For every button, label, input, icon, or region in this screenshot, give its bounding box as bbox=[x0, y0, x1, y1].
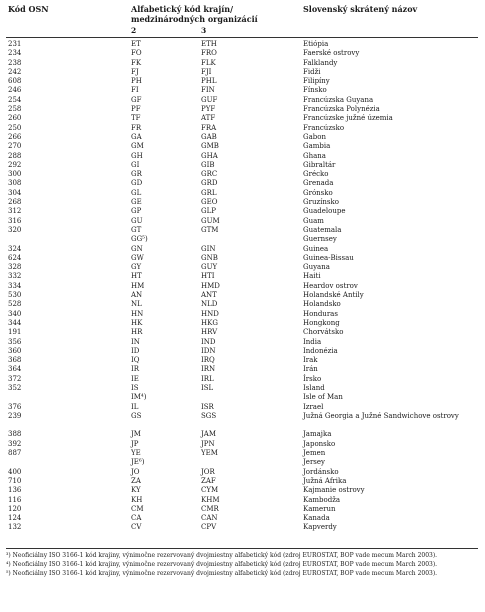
alpha3-cell: GIN bbox=[201, 244, 216, 253]
osn-code-cell: 238 bbox=[8, 58, 22, 67]
table-row bbox=[0, 384, 485, 393]
alpha3-cell: CAN bbox=[201, 514, 218, 523]
alpha3-cell: IRN bbox=[201, 365, 216, 374]
country-name-cell: Isle of Man bbox=[303, 393, 343, 402]
table-row bbox=[0, 300, 485, 309]
alpha2-cell: HT bbox=[131, 272, 142, 281]
country-name-cell: Grónsko bbox=[303, 188, 333, 197]
alpha3-cell: PYF bbox=[201, 105, 216, 114]
table-row bbox=[0, 486, 485, 495]
table-row bbox=[0, 403, 485, 412]
alpha3-cell: FLK bbox=[201, 58, 216, 67]
alpha3-cell: JAM bbox=[201, 430, 217, 439]
alpha3-cell: NLD bbox=[201, 300, 218, 309]
table-row bbox=[0, 440, 485, 449]
alpha3-cell: GAB bbox=[201, 132, 217, 141]
osn-code-cell: 608 bbox=[8, 77, 22, 86]
table-row bbox=[0, 347, 485, 356]
country-name-cell: Fidži bbox=[303, 67, 321, 76]
table-row bbox=[0, 523, 485, 532]
osn-code-cell: 288 bbox=[8, 151, 22, 160]
table-row bbox=[0, 412, 485, 431]
alpha2-cell: FK bbox=[131, 58, 142, 67]
country-name-cell: Filipíny bbox=[303, 77, 330, 86]
osn-code-cell: 234 bbox=[8, 49, 22, 58]
table-row bbox=[0, 161, 485, 170]
country-name-cell: Guam bbox=[303, 216, 324, 225]
alpha2-cell: FJ bbox=[131, 67, 139, 76]
alpha3-cell: GEO bbox=[201, 198, 218, 207]
footnote: ⁵) Neoficiálny ISO 3166-1 kód krajiny, výnimočne rezervovaný dvojmiestny alfabetický kód (zdroj EUROSTAT, BOP vade mecum March 2003). bbox=[6, 569, 438, 577]
country-name-cell: Guinea-Bissau bbox=[303, 253, 354, 262]
country-name-cell: Fínsko bbox=[303, 86, 327, 95]
alpha2-cell: AN bbox=[131, 291, 143, 300]
table-row bbox=[0, 496, 485, 505]
country-name-cell: Jemen bbox=[303, 449, 326, 458]
osn-code-cell: 388 bbox=[8, 430, 22, 439]
alpha3-cell: ETH bbox=[201, 40, 217, 48]
table-row bbox=[0, 49, 485, 58]
alpha2-cell: GL bbox=[131, 188, 142, 197]
country-name-cell: Francúzsko bbox=[303, 123, 345, 132]
osn-code-cell: 332 bbox=[8, 272, 22, 281]
table-row bbox=[0, 170, 485, 179]
table-row bbox=[0, 449, 485, 458]
table-row bbox=[0, 77, 485, 86]
alpha2-cell: ID bbox=[131, 346, 140, 355]
country-name-cell: Írsko bbox=[303, 374, 322, 383]
alpha2-cell: GG⁵) bbox=[131, 235, 148, 244]
alpha2-cell: FI bbox=[131, 86, 139, 95]
alpha2-cell: GU bbox=[131, 216, 143, 225]
alpha3-cell: GHA bbox=[201, 151, 218, 160]
table-row bbox=[0, 217, 485, 226]
alpha2-cell: GA bbox=[131, 132, 142, 141]
alpha2-cell: FR bbox=[131, 123, 142, 132]
alpha3-cell: IND bbox=[201, 337, 216, 346]
alpha3-cell: HKG bbox=[201, 318, 218, 327]
country-name-cell: Jamajka bbox=[303, 430, 332, 439]
table-row bbox=[0, 114, 485, 123]
alpha3-cell: SGS bbox=[201, 411, 217, 420]
osn-code-cell: 368 bbox=[8, 356, 22, 365]
alpha2-cell: GW bbox=[131, 253, 144, 262]
alpha3-cell: JOR bbox=[201, 467, 215, 476]
table-row bbox=[0, 310, 485, 319]
alpha2-cell: GP bbox=[131, 207, 142, 216]
alpha2-cell: IM⁴) bbox=[131, 393, 147, 402]
alpha3-cell: CYM bbox=[201, 486, 219, 495]
alpha2-cell: IE bbox=[131, 374, 139, 383]
alpha2-cell: GF bbox=[131, 95, 142, 104]
country-name-cell: Francúzska Polynézia bbox=[303, 105, 380, 114]
table-row bbox=[0, 291, 485, 300]
table-row bbox=[0, 96, 485, 105]
alpha3-cell: ZAF bbox=[201, 476, 216, 485]
table-row bbox=[0, 254, 485, 263]
alpha3-cell: HTI bbox=[201, 272, 215, 281]
osn-code-cell: 120 bbox=[8, 504, 22, 513]
alpha2-cell: JM bbox=[131, 430, 141, 439]
alpha3-cell: GNB bbox=[201, 253, 218, 262]
country-name-cell: Gambia bbox=[303, 142, 331, 151]
alpha2-cell: GS bbox=[131, 411, 142, 420]
alpha2-cell: IN bbox=[131, 337, 140, 346]
alpha3-cell: GRC bbox=[201, 170, 218, 179]
alpha2-cell: NL bbox=[131, 300, 142, 309]
osn-code-cell: 352 bbox=[8, 383, 22, 392]
osn-code-cell: 116 bbox=[8, 495, 22, 504]
footnote: ³) Neoficiálny ISO 3166-1 kód krajiny, výnimočne rezervovaný dvojmiestny alfabetický kód (zdroj EUROSTAT, BOP vade mecum March 2003). bbox=[6, 552, 438, 559]
alpha2-cell: GT bbox=[131, 225, 142, 234]
osn-code-cell: 364 bbox=[8, 365, 22, 374]
alpha3-cell: PHL bbox=[201, 77, 217, 86]
table-row bbox=[0, 245, 485, 254]
header-alpha-code-line2: medzinárodných organizácií bbox=[131, 14, 258, 24]
osn-code-cell: 887 bbox=[8, 449, 22, 458]
alpha2-cell: CM bbox=[131, 504, 144, 513]
table-row bbox=[0, 40, 485, 49]
osn-code-cell: 242 bbox=[8, 67, 22, 76]
country-name-cell: India bbox=[303, 337, 322, 346]
osn-code-cell: 320 bbox=[8, 225, 22, 234]
header-alpha-code bbox=[131, 4, 258, 24]
header-short-name: Slovenský skrátený názov bbox=[303, 4, 418, 14]
osn-code-cell: 268 bbox=[8, 198, 22, 207]
header-alpha-code-line1: Alfabetický kód krajín/ bbox=[131, 4, 234, 14]
table-row bbox=[0, 458, 485, 467]
country-name-cell: Holandské Antily bbox=[303, 291, 364, 300]
alpha2-cell: JO bbox=[131, 467, 140, 476]
alpha2-cell: PH bbox=[131, 77, 142, 86]
osn-code-cell: 304 bbox=[8, 188, 22, 197]
footnotes bbox=[6, 552, 478, 578]
country-name-cell: Island bbox=[303, 383, 325, 392]
osn-code-cell: 308 bbox=[8, 179, 22, 188]
osn-code-cell: 254 bbox=[8, 95, 22, 104]
alpha3-cell: GUM bbox=[201, 216, 220, 225]
alpha3-cell: HMD bbox=[201, 281, 220, 290]
alpha3-cell: HND bbox=[201, 309, 219, 318]
osn-code-cell: 312 bbox=[8, 207, 22, 216]
alpha2-cell: HM bbox=[131, 281, 145, 290]
table-row bbox=[0, 86, 485, 95]
country-name-cell: Kambodža bbox=[303, 495, 341, 504]
country-name-cell: Jordánsko bbox=[303, 467, 339, 476]
table-row bbox=[0, 393, 485, 402]
alpha2-cell: GN bbox=[131, 244, 143, 253]
country-name-cell: Francúzske južné územia bbox=[303, 114, 393, 123]
alpha2-cell: PF bbox=[131, 105, 141, 114]
alpha3-cell: FIN bbox=[201, 86, 215, 95]
country-name-cell: Kajmanie ostrovy bbox=[303, 486, 365, 495]
table-row bbox=[0, 68, 485, 77]
header-osn-code: Kód OSN bbox=[8, 4, 49, 14]
osn-code-cell: 710 bbox=[8, 476, 22, 485]
alpha3-cell: ISR bbox=[201, 402, 214, 411]
country-name-cell: Falklandy bbox=[303, 58, 338, 67]
country-name-cell: Grécko bbox=[303, 170, 329, 179]
alpha3-cell: GUY bbox=[201, 263, 218, 272]
header-rule bbox=[6, 37, 478, 38]
alpha2-cell: KY bbox=[131, 486, 141, 495]
osn-code-cell: 316 bbox=[8, 216, 22, 225]
table-row bbox=[0, 133, 485, 142]
osn-code-cell: 530 bbox=[8, 291, 22, 300]
alpha2-cell: CA bbox=[131, 514, 142, 523]
osn-code-cell: 392 bbox=[8, 439, 22, 448]
header-alpha2-sub: 2 bbox=[131, 26, 137, 35]
country-name-cell: Gruzínsko bbox=[303, 198, 339, 207]
alpha3-cell: GRD bbox=[201, 179, 218, 188]
osn-code-cell: 260 bbox=[8, 114, 22, 123]
alpha2-cell: GM bbox=[131, 142, 144, 151]
osn-code-cell: 624 bbox=[8, 253, 22, 262]
footnote-rule bbox=[6, 548, 478, 549]
alpha2-cell: IS bbox=[131, 383, 139, 392]
country-name-cell: Južná Georgia a Južné Sandwichove ostrovy bbox=[303, 411, 459, 420]
header-alpha3-sub: 3 bbox=[201, 26, 207, 35]
alpha3-cell: FRA bbox=[201, 123, 217, 132]
osn-code-cell: 340 bbox=[8, 309, 22, 318]
alpha3-cell: CMR bbox=[201, 504, 219, 513]
osn-code-cell: 132 bbox=[8, 523, 22, 532]
alpha2-cell: HR bbox=[131, 328, 143, 337]
footnote: ⁴) Neoficiálny ISO 3166-1 kód krajiny, výnimočne rezervovaný dvojmiestny alfabetický kód (zdroj EUROSTAT, BOP vade mecum March 2003). bbox=[6, 560, 438, 568]
country-name-cell: Holandsko bbox=[303, 300, 341, 309]
country-name-cell: Irán bbox=[303, 365, 318, 374]
alpha3-cell: ISL bbox=[201, 383, 214, 392]
country-name-cell: Jersey bbox=[303, 458, 325, 467]
alpha3-cell: GTM bbox=[201, 225, 219, 234]
table-row bbox=[0, 152, 485, 161]
alpha3-cell: HRV bbox=[201, 328, 218, 337]
country-name-cell: Kamerun bbox=[303, 504, 336, 513]
table-row bbox=[0, 282, 485, 291]
alpha3-cell: YEM bbox=[201, 449, 218, 458]
table-row bbox=[0, 477, 485, 486]
alpha2-cell: IL bbox=[131, 402, 139, 411]
country-name-cell: Guadeloupe bbox=[303, 207, 346, 216]
alpha2-cell: GH bbox=[131, 151, 143, 160]
alpha3-cell: CPV bbox=[201, 523, 217, 532]
table-row bbox=[0, 505, 485, 514]
osn-code-cell: 356 bbox=[8, 337, 22, 346]
table-row bbox=[0, 59, 485, 68]
osn-code-cell: 124 bbox=[8, 514, 22, 523]
table-row bbox=[0, 198, 485, 207]
alpha2-cell: KH bbox=[131, 495, 143, 504]
osn-code-cell: 528 bbox=[8, 300, 22, 309]
alpha2-cell: IQ bbox=[131, 356, 140, 365]
country-table-body bbox=[0, 40, 485, 533]
country-name-cell: Irak bbox=[303, 356, 318, 365]
country-name-cell: Haiti bbox=[303, 272, 321, 281]
alpha3-cell: FRO bbox=[201, 49, 217, 58]
table-row bbox=[0, 375, 485, 384]
alpha3-cell: IRQ bbox=[201, 356, 215, 365]
table-row bbox=[0, 365, 485, 374]
country-name-cell: Indonézia bbox=[303, 346, 338, 355]
country-name-cell: Hongkong bbox=[303, 318, 340, 327]
table-row bbox=[0, 207, 485, 216]
osn-code-cell: 239 bbox=[8, 411, 22, 420]
country-name-cell: Kapverdy bbox=[303, 523, 337, 532]
osn-code-cell: 372 bbox=[8, 374, 22, 383]
alpha3-cell: GLP bbox=[201, 207, 216, 216]
osn-code-cell: 334 bbox=[8, 281, 22, 290]
table-row bbox=[0, 272, 485, 281]
table-row bbox=[0, 338, 485, 347]
alpha2-cell: ZA bbox=[131, 476, 141, 485]
alpha3-cell: GUF bbox=[201, 95, 218, 104]
osn-code-cell: 258 bbox=[8, 105, 22, 114]
alpha3-cell: IDN bbox=[201, 346, 216, 355]
alpha3-cell: FJI bbox=[201, 67, 212, 76]
country-name-cell: Japonsko bbox=[303, 439, 336, 448]
table-row bbox=[0, 226, 485, 235]
country-name-cell: Etiópia bbox=[303, 40, 329, 48]
osn-code-cell: 400 bbox=[8, 467, 22, 476]
alpha2-cell: GD bbox=[131, 179, 143, 188]
country-name-cell: Izrael bbox=[303, 402, 324, 411]
alpha2-cell: IR bbox=[131, 365, 140, 374]
table-row bbox=[0, 142, 485, 151]
alpha3-cell: ANT bbox=[201, 291, 217, 300]
country-name-cell: Guinea bbox=[303, 244, 329, 253]
alpha3-cell: IRL bbox=[201, 374, 214, 383]
country-name-cell: Grenada bbox=[303, 179, 334, 188]
country-name-cell: Guatemala bbox=[303, 225, 342, 234]
alpha2-cell: GE bbox=[131, 198, 142, 207]
table-row bbox=[0, 105, 485, 114]
country-name-cell: Francúzska Guyana bbox=[303, 95, 374, 104]
osn-code-cell: 270 bbox=[8, 142, 22, 151]
table-row bbox=[0, 356, 485, 365]
alpha2-cell: TF bbox=[131, 114, 141, 123]
alpha3-cell: JPN bbox=[201, 439, 215, 448]
alpha2-cell: JP bbox=[131, 439, 139, 448]
table-row bbox=[0, 468, 485, 477]
osn-code-cell: 324 bbox=[8, 244, 22, 253]
country-name-cell: Ghana bbox=[303, 151, 326, 160]
table-row bbox=[0, 235, 485, 244]
country-name-cell: Honduras bbox=[303, 309, 338, 318]
alpha3-cell: KHM bbox=[201, 495, 220, 504]
country-name-cell: Heardov ostrov bbox=[303, 281, 358, 290]
alpha3-cell: ATF bbox=[201, 114, 216, 123]
country-name-cell: Chorvátsko bbox=[303, 328, 344, 337]
alpha3-cell: GMB bbox=[201, 142, 219, 151]
osn-code-cell: 360 bbox=[8, 346, 22, 355]
country-name-cell: Kanada bbox=[303, 514, 330, 523]
country-name-cell: Guyana bbox=[303, 263, 330, 272]
table-row bbox=[0, 263, 485, 272]
osn-code-cell: 246 bbox=[8, 86, 22, 95]
alpha2-cell: GR bbox=[131, 170, 142, 179]
country-name-cell: Guernsey bbox=[303, 235, 337, 244]
alpha2-cell: JE⁶) bbox=[131, 458, 145, 467]
alpha2-cell: CV bbox=[131, 523, 142, 532]
alpha2-cell: GI bbox=[131, 160, 140, 169]
alpha3-cell: GIB bbox=[201, 160, 215, 169]
alpha2-cell: HN bbox=[131, 309, 144, 318]
osn-code-cell: 300 bbox=[8, 170, 22, 179]
osn-code-cell: 266 bbox=[8, 132, 22, 141]
table-row bbox=[0, 179, 485, 188]
alpha2-cell: GY bbox=[131, 263, 142, 272]
osn-code-cell: 328 bbox=[8, 263, 22, 272]
osn-code-cell: 191 bbox=[8, 328, 22, 337]
osn-code-cell: 344 bbox=[8, 318, 22, 327]
osn-code-cell: 231 bbox=[8, 40, 22, 48]
table-row bbox=[0, 328, 485, 337]
osn-code-cell: 136 bbox=[8, 486, 22, 495]
table-row bbox=[0, 514, 485, 523]
alpha2-cell: ET bbox=[131, 40, 141, 48]
country-name-cell: Južná Afrika bbox=[303, 476, 347, 485]
alpha3-cell: GRL bbox=[201, 188, 217, 197]
osn-code-cell: 376 bbox=[8, 402, 22, 411]
table-row bbox=[0, 319, 485, 328]
alpha2-cell: HK bbox=[131, 318, 143, 327]
country-name-cell: Gibraltár bbox=[303, 160, 336, 169]
table-row bbox=[0, 430, 485, 439]
table-row bbox=[0, 124, 485, 133]
alpha2-cell: FO bbox=[131, 49, 142, 58]
osn-code-cell: 250 bbox=[8, 123, 22, 132]
osn-code-cell: 292 bbox=[8, 160, 22, 169]
table-row bbox=[0, 189, 485, 198]
alpha2-cell: YE bbox=[131, 449, 141, 458]
country-name-cell: Faerské ostrovy bbox=[303, 49, 360, 58]
country-name-cell: Gabon bbox=[303, 132, 326, 141]
